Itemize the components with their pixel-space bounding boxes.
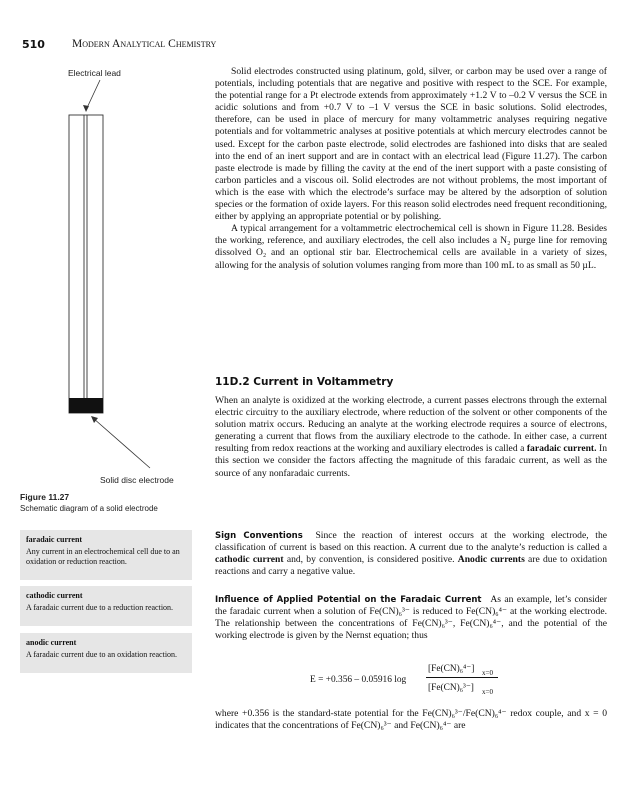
nernst-equation <box>300 663 620 701</box>
run-in-heading-influence: Influence of Applied Potential on the Faradaic Current <box>215 595 482 605</box>
body-text-bottom <box>215 708 607 732</box>
paragraph-faradaic-current <box>215 395 607 480</box>
label-solid-disc-electrode: Solid disc electrode <box>100 475 174 485</box>
paragraph-cell-arrangement: A typical arrangement for a voltammetric electrochemical cell is shown in Figure 11.28. Besides the working, reference, and auxiliary electrodes, the cell also includes a N₂ purge line for removing dissolved O₂ and an optional stir bar. Electrochemical cells are available in a variety of sizes, allowing for the analysis of solution volumes ranging from more than 100 mL to as small as 50 µL. <box>215 223 607 271</box>
paragraph-sign-conventions <box>215 530 607 578</box>
keyword-cathodic-current: cathodic current <box>215 554 284 566</box>
label-electrical-lead: Electrical lead <box>68 68 121 78</box>
glossary-term: faradaic current <box>26 535 83 544</box>
text-span: Since the reaction of interest occurs at the working electrode, the classification of current is based on this reaction. A current due to the analyte’s reduction is called a <box>215 530 607 554</box>
glossary-definition: Any current in an electrochemical cell due to an oxidation or reduction reaction. <box>26 546 180 566</box>
solid-electrode-diagram <box>20 60 195 470</box>
paragraph-influence <box>215 594 607 642</box>
equation-numerator-sub: x=0 <box>482 669 493 677</box>
inert-support-tube <box>69 115 103 413</box>
equation-numerator: [Fe(CN)₆⁴⁻] <box>428 664 475 674</box>
glossary-cathodic-current <box>20 586 192 626</box>
sign-conventions <box>215 530 607 578</box>
section-heading: 11D.2 Current in Voltammetry <box>215 376 394 388</box>
solid-disc <box>69 398 103 413</box>
figure-caption-text: Schematic diagram of a solid electrode <box>20 504 158 513</box>
body-text-top <box>215 66 607 272</box>
figure-11-27 <box>20 60 195 485</box>
glossary-definition: A faradaic current due to a reduction reaction. <box>26 602 174 612</box>
equation-lhs: E = +0.356 – 0.05916 log <box>310 675 407 685</box>
pointer-arrow-top <box>83 105 89 112</box>
text-span: are due to oxidation reactions and carry a negative value. <box>215 554 607 578</box>
text-span: In this section we consider the factors affecting the magnitude of this faradaic current, as well as the source of any nonfaradaic currents. <box>215 443 608 479</box>
influence-of-potential <box>215 594 607 642</box>
paragraph-solid-electrodes: Solid electrodes constructed using platinum, gold, silver, or carbon may be used over a range of potentials, including potentials that are negative and positive with respect to the SCE. For example, the potential range for a Pt electrode extends from approximately +1.2 V to –0.2 V versus the SCE in acidic solutions and from +0.7 V to –1 V versus the SCE in basic solutions. Solid electrodes, therefore, can be used in place of mercury for many voltammetric analyses requiring negative potentials and for voltammetric analyses at positive potentials at which mercury electrodes cannot be used. Except for the carbon paste electrode, solid electrodes are fashioned into disks that are sealed into the end of an inert support and are in contact with an electrical lead (Figure 11.27). The carbon paste electrode is made by filling the cavity at the end of the inert support with a paste consisting of carbon particles and a viscous oil. Solid electrodes are not without problems, the most important of which is the ease with which the electrode’s surface may be altered by the adsorption of solution species or the formation of oxide layers. For this reason solid electrodes need frequent reconditioning, either by applying an appropriate potential or by polishing. <box>215 66 607 223</box>
glossary-definition: A faradaic current due to an oxidation reaction. <box>26 649 178 659</box>
pointer-line-bottom <box>93 418 150 468</box>
text-span: As an example, let’s consider the faradaic current when a solution of Fe(CN)₆³⁻ is reduced to Fe(CN)₆⁴⁻ at the working electrode. The relationship between the concentrations of Fe(CN)₆³⁻, Fe(CN)₆⁴⁻, and the potential of the working electrode is given by the Nernst equation; thus <box>215 594 607 642</box>
glossary-faradaic-current <box>20 530 192 580</box>
text-span: When an analyte is oxidized at the working electrode, a current passes electrons through the external electric circuitry to the auxiliary electrode, where reduction of the solvent or other components of the solution matrix occurs. Reducing an analyte at the working electrode requires a source of electrons, generating a current that flows from the auxiliary electrode to the cathode. In either case, a current resulting from redox reactions at the working and auxiliary electrodes is called a <box>215 395 607 455</box>
glossary-anodic-current <box>20 633 192 673</box>
keyword-faradaic-current: faradaic current. <box>526 443 597 455</box>
body-text-current <box>215 395 607 480</box>
pointer-line-top <box>86 80 100 110</box>
running-head: Modern Analytical Chemistry <box>72 38 217 50</box>
text-span: and, by convention, is considered positive. <box>286 554 455 566</box>
fraction-bar <box>426 677 498 678</box>
keyword-anodic-currents: Anodic currents <box>457 554 525 566</box>
paragraph-standard-state: where +0.356 is the standard-state potential for the Fe(CN)₆³⁻/Fe(CN)₆⁴⁻ redox couple, and x = 0 indicates that the concentrations of Fe(CN)₆³⁻ and Fe(CN)₆⁴⁻ are <box>215 708 607 732</box>
glossary-term: anodic current <box>26 638 77 647</box>
run-in-heading-sign: Sign Conventions <box>215 531 303 541</box>
figure-caption <box>20 492 195 513</box>
figure-caption-title: Figure 11.27 <box>20 492 70 502</box>
glossary-term: cathodic current <box>26 591 83 600</box>
equation-denominator-sub: x=0 <box>482 688 493 696</box>
page-number: 510 <box>22 38 45 51</box>
equation-denominator: [Fe(CN)₆³⁻] <box>428 683 474 693</box>
